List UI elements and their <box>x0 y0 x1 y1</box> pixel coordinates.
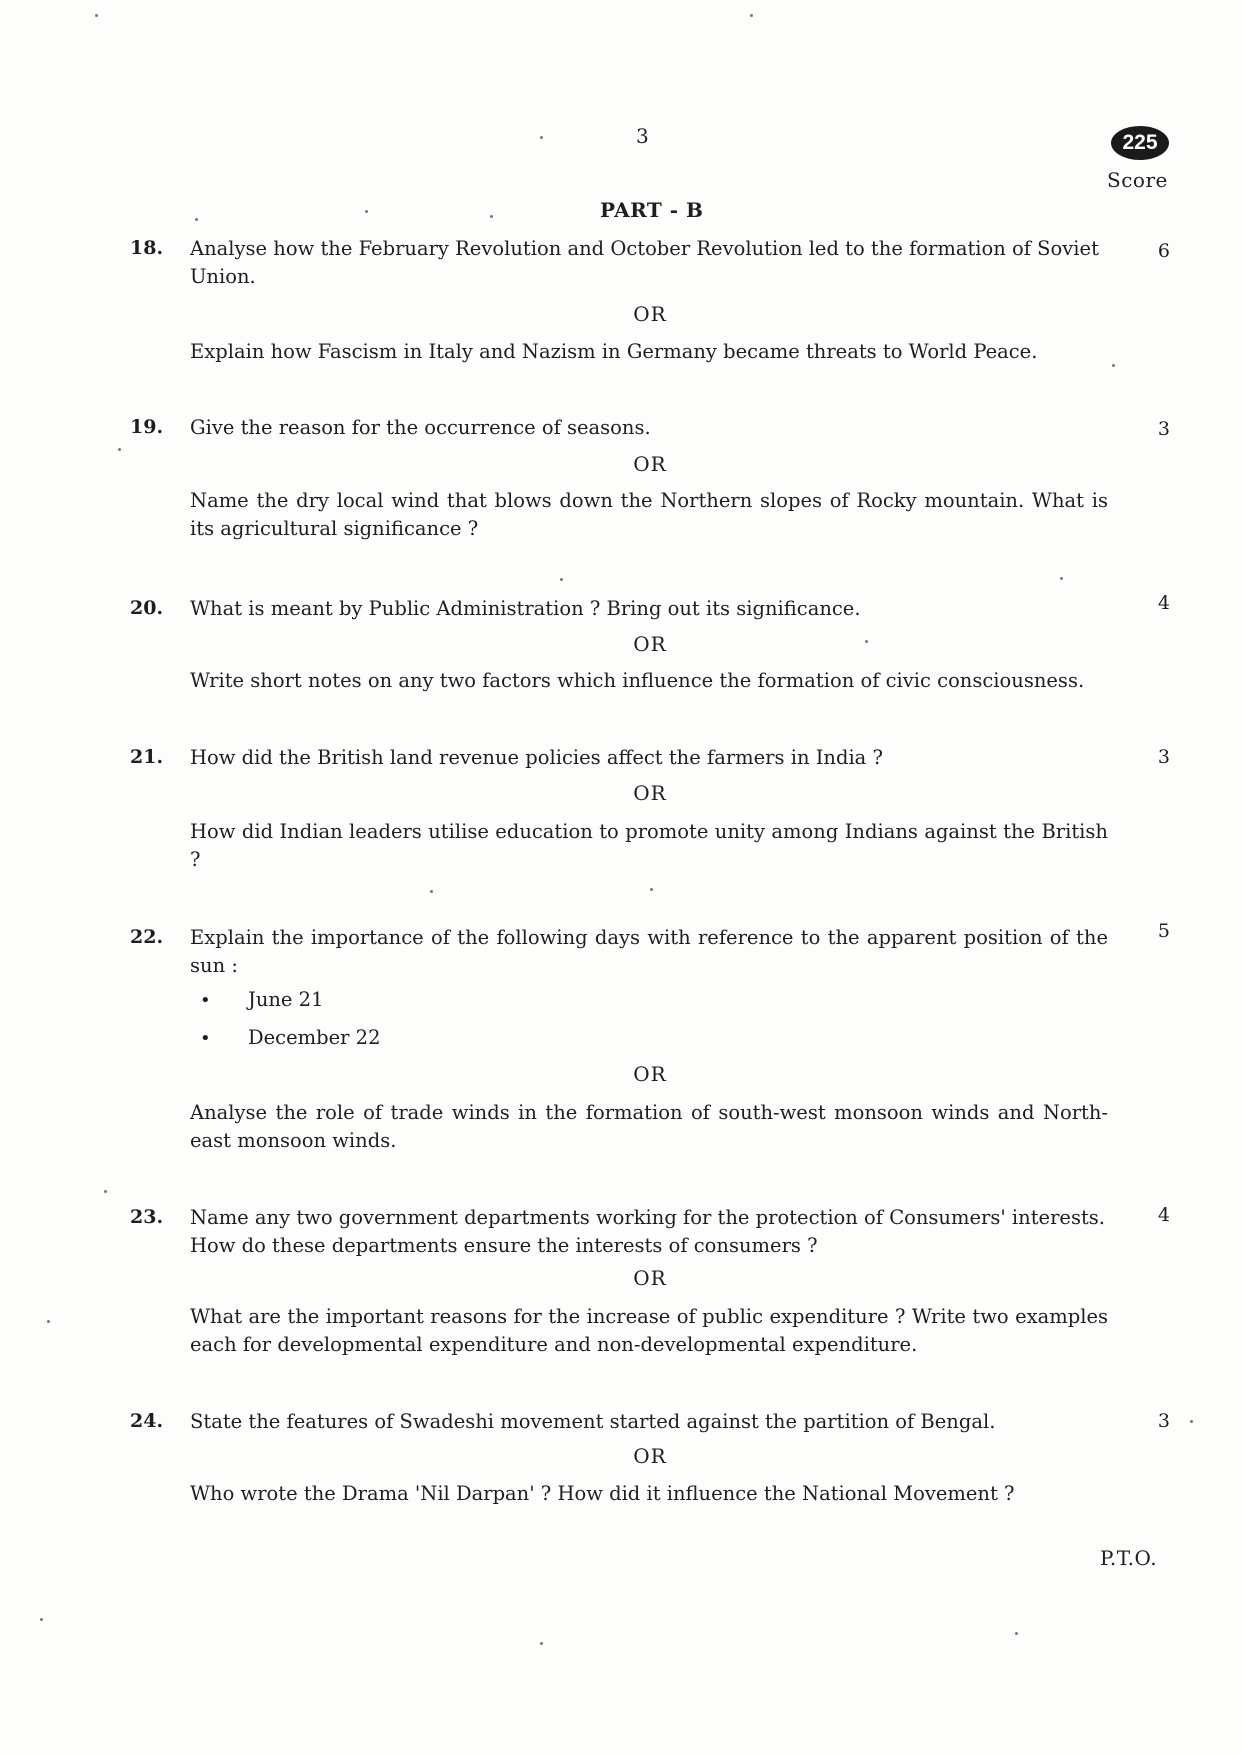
question-number: 18. <box>130 237 164 259</box>
scan-speck <box>540 136 543 139</box>
question-score: 5 <box>1157 920 1170 942</box>
alternative-question-text: Who wrote the Drama 'Nil Darpan' ? How did it influence the National Movement ? <box>190 1482 1015 1505</box>
question-text: Explain the importance of the following days with reference to the apparent position of the sun : <box>190 926 1108 977</box>
alternative-question-text: Name the dry local wind that blows down the Northern slopes of Rocky mountain. What is its agricultural significance ? <box>190 489 1108 540</box>
scan-speck <box>865 640 868 643</box>
bullet-icon: • <box>200 1028 211 1049</box>
alternative-question-text: Analyse the role of trade winds in the formation of south-west monsoon winds and North-east monsoon winds. <box>190 1101 1108 1152</box>
alternative-question-text: How did Indian leaders utilise education to promote unity among Indians against the British ? <box>190 820 1108 871</box>
or-separator: OR <box>633 302 667 326</box>
scan-speck <box>40 1618 43 1621</box>
question-score: 3 <box>1157 1410 1170 1432</box>
bullet-item: December 22 <box>248 1026 381 1049</box>
scan-speck <box>47 1320 50 1323</box>
question-text: How did the British land revenue policies affect the farmers in India ? <box>190 746 883 769</box>
or-separator: OR <box>633 1266 667 1290</box>
paper-code-badge: 225 <box>1111 126 1169 160</box>
alternative-question-text: What are the important reasons for the increase of public expenditure ? Write two examples each for developmental expenditure and non-developmental expenditure. <box>190 1305 1108 1356</box>
alternative-question-text: Explain how Fascism in Italy and Nazism in Germany became threats to World Peace. <box>190 340 1038 363</box>
score-column-label: Score <box>1107 168 1168 192</box>
question-score: 3 <box>1157 418 1170 440</box>
scan-speck <box>540 1642 543 1645</box>
pto-label: P.T.O. <box>1100 1546 1158 1570</box>
scan-speck <box>650 888 653 891</box>
or-separator: OR <box>633 1444 667 1468</box>
question-score: 6 <box>1157 240 1170 262</box>
scan-speck <box>95 14 98 17</box>
page-number: 3 <box>636 124 649 148</box>
alternative-question-text: Write short notes on any two factors which influence the formation of civic consciousness. <box>190 669 1085 692</box>
scan-speck <box>1060 577 1063 580</box>
question-text: Name any two government departments working for the protection of Consumers' interests. How do these departments ensure the interests of consumers ? <box>190 1206 1105 1257</box>
scan-speck <box>490 215 493 218</box>
scan-speck <box>365 210 368 213</box>
question-text: Give the reason for the occurrence of seasons. <box>190 416 651 439</box>
scan-speck <box>750 14 753 17</box>
scan-speck <box>1015 1632 1018 1635</box>
question-score: 3 <box>1157 746 1170 768</box>
question-score: 4 <box>1157 1204 1170 1226</box>
or-separator: OR <box>633 632 667 656</box>
or-separator: OR <box>633 781 667 805</box>
question-number: 24. <box>130 1410 164 1432</box>
bullet-item: June 21 <box>248 988 324 1011</box>
question-number: 21. <box>130 746 164 768</box>
scan-speck <box>118 448 121 451</box>
question-text: Analyse how the February Revolution and October Revolution led to the formation of Soviet Union. <box>190 237 1099 288</box>
question-number: 22. <box>130 926 164 948</box>
or-separator: OR <box>633 1062 667 1086</box>
question-number: 23. <box>130 1206 164 1228</box>
question-number: 19. <box>130 416 164 438</box>
question-score: 4 <box>1157 592 1170 614</box>
or-separator: OR <box>633 452 667 476</box>
part-title: PART - B <box>600 198 704 222</box>
question-text: State the features of Swadeshi movement started against the partition of Bengal. <box>190 1410 996 1433</box>
scan-speck <box>560 578 563 581</box>
scan-speck <box>1112 364 1115 367</box>
bullet-icon: • <box>200 990 211 1011</box>
scan-speck <box>1190 1420 1193 1423</box>
scan-speck <box>104 1190 107 1193</box>
scan-speck <box>195 218 198 221</box>
scan-speck <box>430 890 433 893</box>
question-text: What is meant by Public Administration ? Bring out its significance. <box>190 597 861 620</box>
question-number: 20. <box>130 597 164 619</box>
